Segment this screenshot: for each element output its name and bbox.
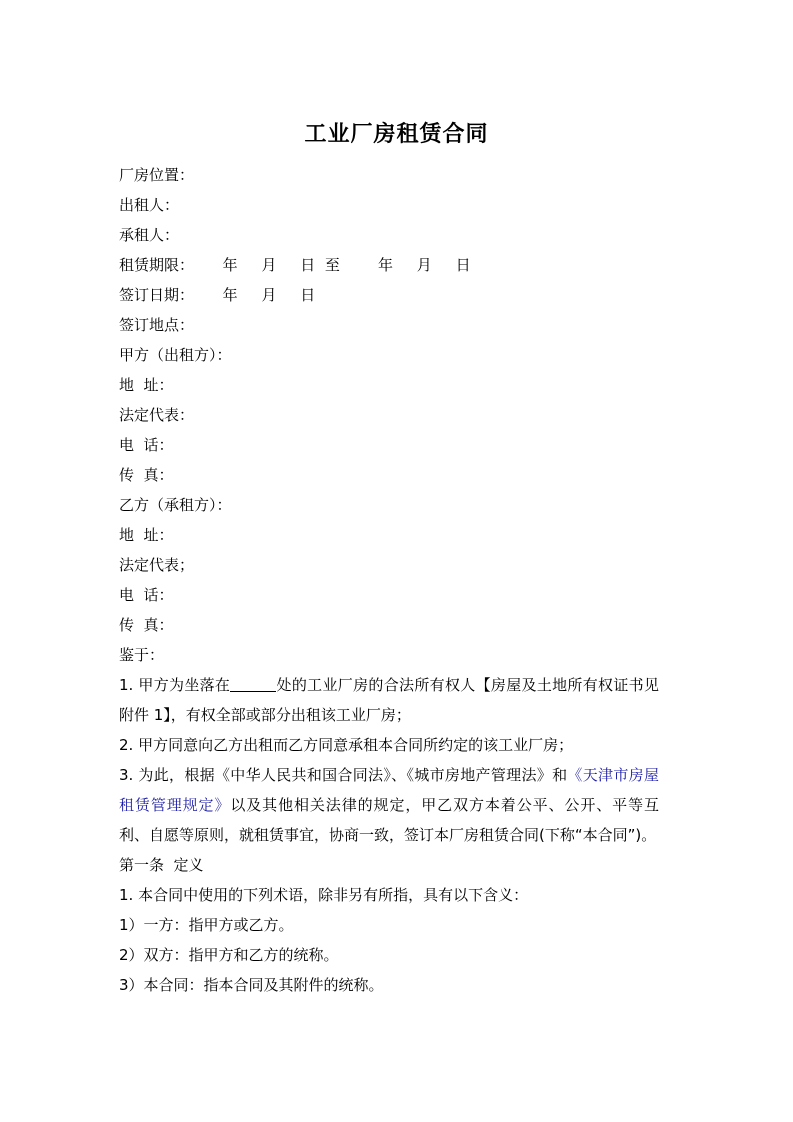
whereas-item-1-before: 1. 甲方为坐落在 (119, 676, 231, 694)
definition-item: 1）一方：指甲方或乙方。 (119, 916, 294, 934)
party-a-fax: 传 真： (119, 466, 174, 484)
party-a-address: 地 址： (119, 376, 174, 394)
party-a-phone: 电 话： (119, 436, 174, 454)
whereas-item-2: 2. 甲方同意向乙方出租而乙方同意承租本合同所约定的该工业厂房； (119, 736, 574, 754)
field-lease-term: 租赁期限： 年 月 日 至 年 月 日 (119, 256, 471, 274)
whereas-item-3-before: 3. 为此，根据《中华人民共和国合同法》、《城市房地产管理法》和 (119, 766, 568, 784)
whereas-item-1-after: 处的工业厂房的合法所有权人【房屋及土地所有权证书见附件 1】，有权全部或部分出租该工业厂房； (119, 676, 659, 724)
whereas-heading: 鉴于： (119, 646, 165, 664)
party-a-legal-rep: 法定代表： (119, 406, 195, 424)
whereas-item-1 (119, 670, 659, 730)
field-factory-location: 厂房位置： (119, 166, 195, 184)
party-b-phone: 电 话： (119, 586, 174, 604)
field-signing-place: 签订地点： (119, 316, 195, 334)
regulation-link[interactable]: 《天津市房屋租赁管理规定》 (119, 766, 659, 814)
article-1-intro: 1. 本合同中使用的下列术语，除非另有所指，具有以下含义： (119, 886, 529, 904)
definition-item: 3）本合同：指本合同及其附件的统称。 (119, 976, 384, 994)
field-signing-date: 签订日期： 年 月 日 (119, 286, 316, 304)
document-title: 工业厂房租赁合同 (304, 122, 489, 147)
whereas-item-3-after: 以及其他相关法律的规定，甲乙双方本着公平、公开、平等互利、自愿等原则，就租赁事宜，协商一致，签订本厂房租赁合同(下称“本合同”)。 (119, 796, 659, 844)
party-b-legal-rep: 法定代表； (119, 556, 195, 574)
party-b-address: 地 址： (119, 526, 174, 544)
party-b-heading: 乙方（承租方）： (119, 496, 232, 514)
definition-item: 2）双方：指甲方和乙方的统称。 (119, 946, 339, 964)
field-lessor: 出租人： (119, 196, 180, 214)
contract-body (119, 160, 659, 1000)
article-1-heading: 第一条 定义 (119, 856, 204, 874)
party-b-fax: 传 真： (119, 616, 174, 634)
whereas-item-3 (119, 760, 659, 850)
field-lessee: 承租人： (119, 226, 180, 244)
party-a-heading: 甲方（出租方）： (119, 346, 232, 364)
blank-underline (230, 674, 276, 692)
